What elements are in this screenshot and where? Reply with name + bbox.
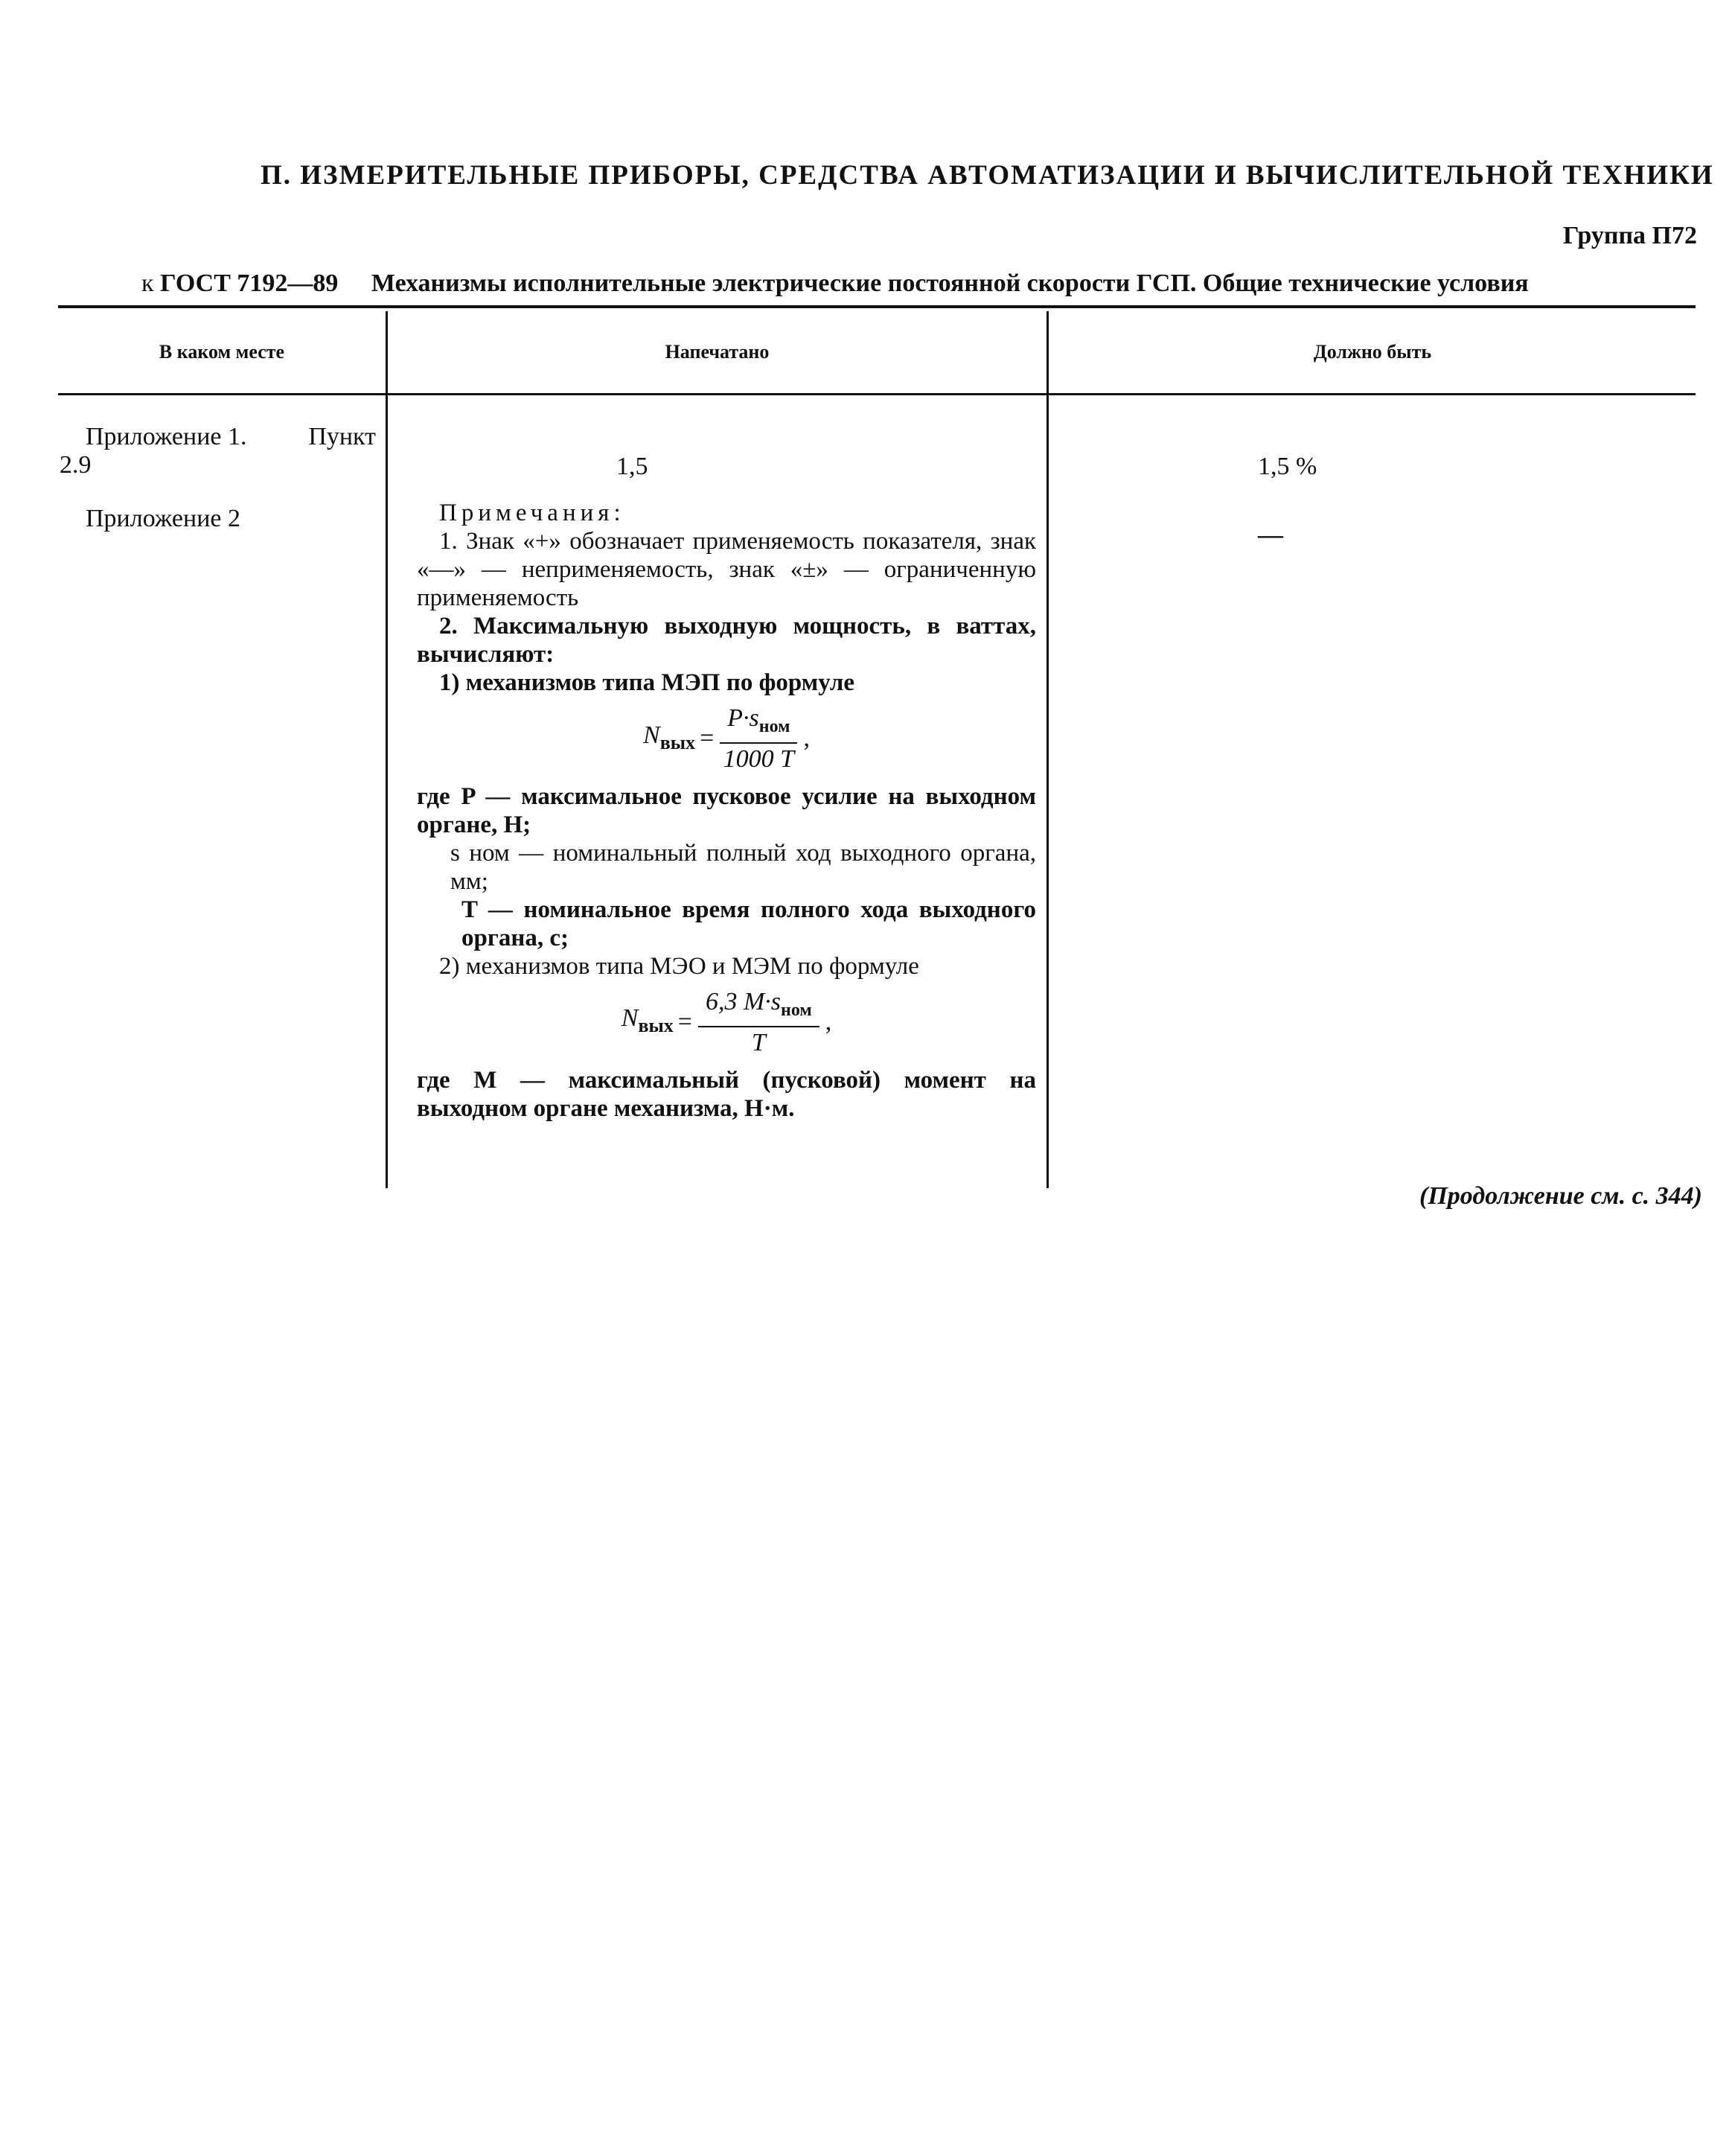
column-divider-1 xyxy=(386,311,388,1188)
table-header-rule xyxy=(58,393,1696,395)
where-s-nom: s ном — номинальный полный ход выходного органа, мм; xyxy=(450,839,1036,895)
formula-meo-denominator: T xyxy=(751,1028,766,1056)
where-t: T — номинальное время полного хода выходного органа, с; xyxy=(461,896,1036,951)
note-2: 2. Максимальную выходную мощность, в ваттах, вычисляют: xyxy=(417,613,1036,668)
row1-printed: 1,5 xyxy=(616,453,648,480)
formula-meo xyxy=(417,988,1036,1057)
row1-place-appendix: Приложение 1. xyxy=(86,423,247,450)
row2-should-be: — xyxy=(1258,521,1283,549)
formula-mep-comma: , xyxy=(803,724,810,753)
row1-place-number: 2.9 xyxy=(60,451,92,479)
row2-printed-notes xyxy=(417,499,1036,1123)
column-divider-2 xyxy=(1046,311,1049,1188)
formula-meo-lhs: $N_{вых}$ xyxy=(621,1004,674,1037)
column-header-place: В каком месте xyxy=(159,341,285,363)
where-p: где P — максимальное пусковое усилие на выходном органе, Н; xyxy=(417,782,1036,838)
formula-meo-equals: = xyxy=(677,1008,692,1036)
formula-meo-comma: , xyxy=(825,1008,832,1036)
where-m: где M — максимальный (пусковой) момент на выходном органе механизма, Н·м. xyxy=(417,1066,1036,1122)
formula-meo-fraction xyxy=(698,988,819,1057)
group-label: Группа П72 xyxy=(1562,222,1697,249)
row1-place xyxy=(60,423,376,479)
note-1: 1. Знак «+» обозначает применяемость показателя, знак «—» — неприменяемость, знак «±» — ограниченную применяемость xyxy=(417,528,1036,611)
note-2-item-2: 2) механизмов типа МЭО и МЭМ по формуле xyxy=(439,952,919,980)
row2-place: Приложение 2 xyxy=(86,505,240,532)
row1-should-be: 1,5 % xyxy=(1258,453,1317,480)
note-2-item-1: 1) механизмов типа МЭП по формуле xyxy=(439,669,855,696)
gost-title: Механизмы исполнительные электрические постоянной скорости ГСП. Общие технические условия xyxy=(371,270,1529,297)
gost-prefix: к xyxy=(141,270,154,297)
continued-note: (Продолжение см. с. 344) xyxy=(1419,1182,1702,1210)
formula-mep-denominator: 1000 T xyxy=(723,744,795,773)
column-header-printed: Напечатано xyxy=(665,341,770,363)
table-top-rule xyxy=(58,305,1696,308)
formula-mep-fraction xyxy=(720,704,797,774)
formula-mep-equals: = xyxy=(700,724,715,753)
gost-title-line xyxy=(141,270,1529,298)
formula-meo-numerator: 6,3 $M\cdot s_{ном}$ xyxy=(698,988,819,1027)
section-title: П. ИЗМЕРИТЕЛЬНЫЕ ПРИБОРЫ, СРЕДСТВА АВТОМАТИЗАЦИИ И ВЫЧИСЛИТЕЛЬНОЙ ТЕХНИКИ xyxy=(261,160,1714,191)
gost-ref: ГОСТ 7192—89 xyxy=(160,270,339,297)
formula-mep-lhs: $N_{вых}$ xyxy=(643,721,696,753)
formula-mep xyxy=(417,704,1036,774)
column-header-should-be: Должно быть xyxy=(1313,341,1432,363)
notes-heading: Примечания: xyxy=(439,500,625,526)
row1-place-item: Пункт xyxy=(308,423,376,450)
formula-mep-numerator: $P\cdot s_{ном}$ xyxy=(720,704,797,744)
